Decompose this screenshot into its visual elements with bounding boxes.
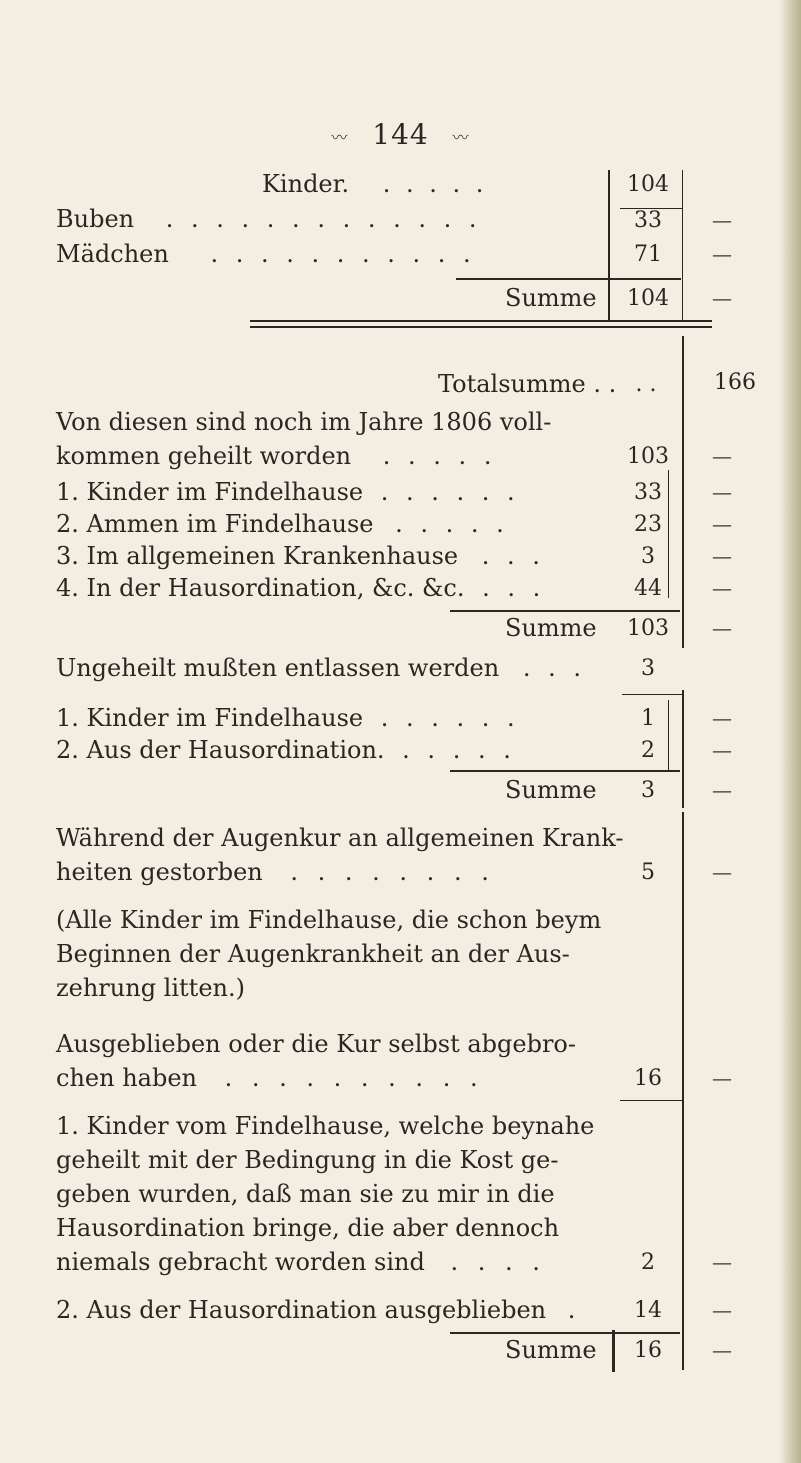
ungeheilt-row-2-label: 2. Aus der Hausordination. bbox=[56, 736, 385, 764]
gestorben-line2-row bbox=[56, 856, 495, 888]
dash-mark: — bbox=[712, 616, 732, 640]
ausgeblieben-row-1-line3: geben wurden, daß man sie zu mir in die bbox=[56, 1180, 555, 1208]
geheilt-row-3-label: 3. Im allgemeinen Krankenhause bbox=[56, 542, 459, 570]
dash-mark: — bbox=[712, 544, 732, 568]
summe-1-mark: — bbox=[712, 286, 732, 310]
geheilt-row-2-value: 23 bbox=[634, 512, 662, 537]
totalsumme-label: Totalsumme . . bbox=[438, 370, 617, 398]
ungeheilt-row-2 bbox=[56, 734, 516, 766]
rule bbox=[250, 320, 712, 322]
totalsumme-value: 166 bbox=[714, 370, 756, 395]
kinder-heading-dots: . . . . . bbox=[382, 170, 488, 198]
geheilt-intro-line2: kommen geheilt worden bbox=[56, 442, 352, 470]
ausgeblieben-row-2-value: 14 bbox=[634, 1298, 662, 1323]
gestorben-dots: . . . . . . . . bbox=[290, 858, 495, 886]
ungeheilt-intro-value: 3 bbox=[641, 656, 655, 681]
geheilt-intro-line2-row bbox=[56, 440, 496, 472]
ausgeblieben-row-1-value: 2 bbox=[641, 1250, 655, 1275]
rule bbox=[456, 278, 681, 280]
dash-mark: — bbox=[712, 480, 732, 504]
ungeheilt-row-1-label: 1. Kinder im Findelhause bbox=[56, 704, 364, 732]
maedchen-row bbox=[56, 238, 476, 270]
ungeheilt-intro-dots: . . . bbox=[522, 654, 586, 682]
summe-1-label: Summe bbox=[505, 284, 597, 312]
ungeheilt-row-2-value: 2 bbox=[641, 738, 655, 763]
buben-value: 33 bbox=[634, 208, 662, 233]
geheilt-intro-line1: Von diesen sind noch im Jahre 1806 voll- bbox=[56, 408, 552, 436]
geheilt-row-1 bbox=[56, 476, 520, 508]
gestorben-note-line3: zehrung litten.) bbox=[56, 974, 245, 1002]
ausgeblieben-row-2-dots: . bbox=[567, 1296, 576, 1324]
ausgeblieben-row-1-dots: . . . . bbox=[450, 1248, 546, 1276]
column-rule bbox=[608, 170, 610, 320]
summe-2-value: 103 bbox=[627, 616, 669, 641]
gestorben-line2: heiten gestorben bbox=[56, 858, 263, 886]
ornament-right: 〰 bbox=[452, 128, 470, 147]
ornament-left: 〰 bbox=[331, 128, 349, 147]
column-rule bbox=[682, 812, 684, 1370]
maedchen-label: Mädchen bbox=[56, 240, 169, 268]
ausgeblieben-line2: chen haben bbox=[56, 1064, 197, 1092]
geheilt-row-3-value: 3 bbox=[641, 544, 655, 569]
geheilt-row-4 bbox=[56, 572, 545, 604]
column-rule bbox=[682, 336, 684, 648]
ausgeblieben-row-1-line1: 1. Kinder vom Findelhause, welche beynahe bbox=[56, 1112, 595, 1140]
geheilt-intro-value: 103 bbox=[627, 444, 669, 469]
ungeheilt-row-1-value: 1 bbox=[641, 706, 655, 731]
dash-mark: — bbox=[712, 1298, 732, 1322]
gestorben-line1: Während der Augenkur an allgemeinen Krank- bbox=[56, 824, 624, 852]
gestorben-value: 5 bbox=[641, 860, 655, 885]
ausgeblieben-line1: Ausgeblieben oder die Kur selbst abgebro- bbox=[56, 1030, 576, 1058]
page-edge bbox=[779, 0, 801, 1463]
page-header bbox=[0, 118, 801, 151]
summe-3-label: Summe bbox=[505, 776, 597, 804]
geheilt-row-1-dots: . . . . . . bbox=[380, 478, 520, 506]
kinder-heading-value: 104 bbox=[627, 172, 669, 197]
maedchen-value: 71 bbox=[634, 242, 662, 267]
geheilt-row-4-value: 44 bbox=[634, 576, 662, 601]
dash-mark: — bbox=[712, 860, 732, 884]
dash-mark: — bbox=[712, 738, 732, 762]
column-rule bbox=[668, 700, 669, 770]
buben-dots: . . . . . . . . . . . . . bbox=[165, 205, 482, 233]
gestorben-note-line2: Beginnen der Augenkrankheit an der Aus- bbox=[56, 940, 570, 968]
geheilt-row-1-label: 1. Kinder im Findelhause bbox=[56, 478, 364, 506]
dash-mark: — bbox=[712, 1250, 732, 1274]
rule bbox=[450, 770, 680, 772]
geheilt-row-2 bbox=[56, 508, 509, 540]
column-rule bbox=[682, 170, 683, 320]
dash-mark: — bbox=[712, 1338, 732, 1362]
ausgeblieben-row-1-line5: niemals gebracht worden sind bbox=[56, 1248, 425, 1276]
geheilt-row-1-value: 33 bbox=[634, 480, 662, 505]
maedchen-mark: — bbox=[712, 242, 732, 266]
dash-mark: — bbox=[712, 1066, 732, 1090]
ausgeblieben-row-2 bbox=[56, 1294, 575, 1326]
page-number: 144 bbox=[372, 118, 429, 151]
dash-mark: — bbox=[712, 778, 732, 802]
ungeheilt-row-2-dots: . . . . . bbox=[402, 736, 516, 764]
ungeheilt-row-1-dots: . . . . . . bbox=[380, 704, 520, 732]
gestorben-note-line1: (Alle Kinder im Findelhause, die schon beym bbox=[56, 906, 602, 934]
dash-mark: — bbox=[712, 444, 732, 468]
buben-mark: — bbox=[712, 208, 732, 232]
column-rule bbox=[668, 470, 669, 598]
kinder-heading-label: Kinder. bbox=[262, 170, 350, 198]
totalsumme-col1: . . bbox=[635, 372, 657, 397]
geheilt-row-3-dots: . . . bbox=[481, 542, 545, 570]
rule bbox=[620, 1100, 682, 1101]
maedchen-dots: . . . . . . . . . . . bbox=[210, 240, 476, 268]
geheilt-row-4-label: 4. In der Hausordination, &c. &c. bbox=[56, 574, 465, 602]
column-rule bbox=[682, 690, 684, 808]
summe-1-value: 104 bbox=[627, 286, 669, 311]
dash-mark: — bbox=[712, 576, 732, 600]
summe-5-value: 16 bbox=[634, 1338, 662, 1363]
dash-mark: — bbox=[712, 706, 732, 730]
ungeheilt-intro-row bbox=[56, 652, 586, 684]
ausgeblieben-row-1-line5-row bbox=[56, 1246, 546, 1278]
column-rule bbox=[612, 1330, 615, 1372]
ungeheilt-row-1 bbox=[56, 702, 520, 734]
geheilt-row-4-dots: . . . bbox=[482, 574, 546, 602]
geheilt-row-2-label: 2. Ammen im Findelhause bbox=[56, 510, 374, 538]
kinder-heading bbox=[262, 168, 487, 200]
geheilt-row-2-dots: . . . . . bbox=[395, 510, 509, 538]
ausgeblieben-row-2-label: 2. Aus der Hausordination ausgeblieben bbox=[56, 1296, 547, 1324]
summe-5-label: Summe bbox=[505, 1336, 597, 1364]
buben-row bbox=[56, 203, 482, 235]
rule bbox=[250, 326, 712, 328]
ausgeblieben-dots: . . . . . . . . . . bbox=[224, 1064, 484, 1092]
dash-mark: — bbox=[712, 512, 732, 536]
geheilt-intro-dots: . . . . . bbox=[382, 442, 497, 470]
summe-2-label: Summe bbox=[505, 614, 597, 642]
ungeheilt-intro: Ungeheilt mußten entlassen werden bbox=[56, 654, 500, 682]
ausgeblieben-row-1-line4: Hausordination bringe, die aber dennoch bbox=[56, 1214, 560, 1242]
ausgeblieben-row-1-line2: geheilt mit der Bedingung in die Kost ge- bbox=[56, 1146, 559, 1174]
buben-label: Buben bbox=[56, 205, 135, 233]
rule bbox=[622, 694, 682, 695]
geheilt-row-3 bbox=[56, 540, 545, 572]
summe-3-value: 3 bbox=[641, 778, 655, 803]
ausgeblieben-line2-row bbox=[56, 1062, 484, 1094]
ausgeblieben-value: 16 bbox=[634, 1066, 662, 1091]
